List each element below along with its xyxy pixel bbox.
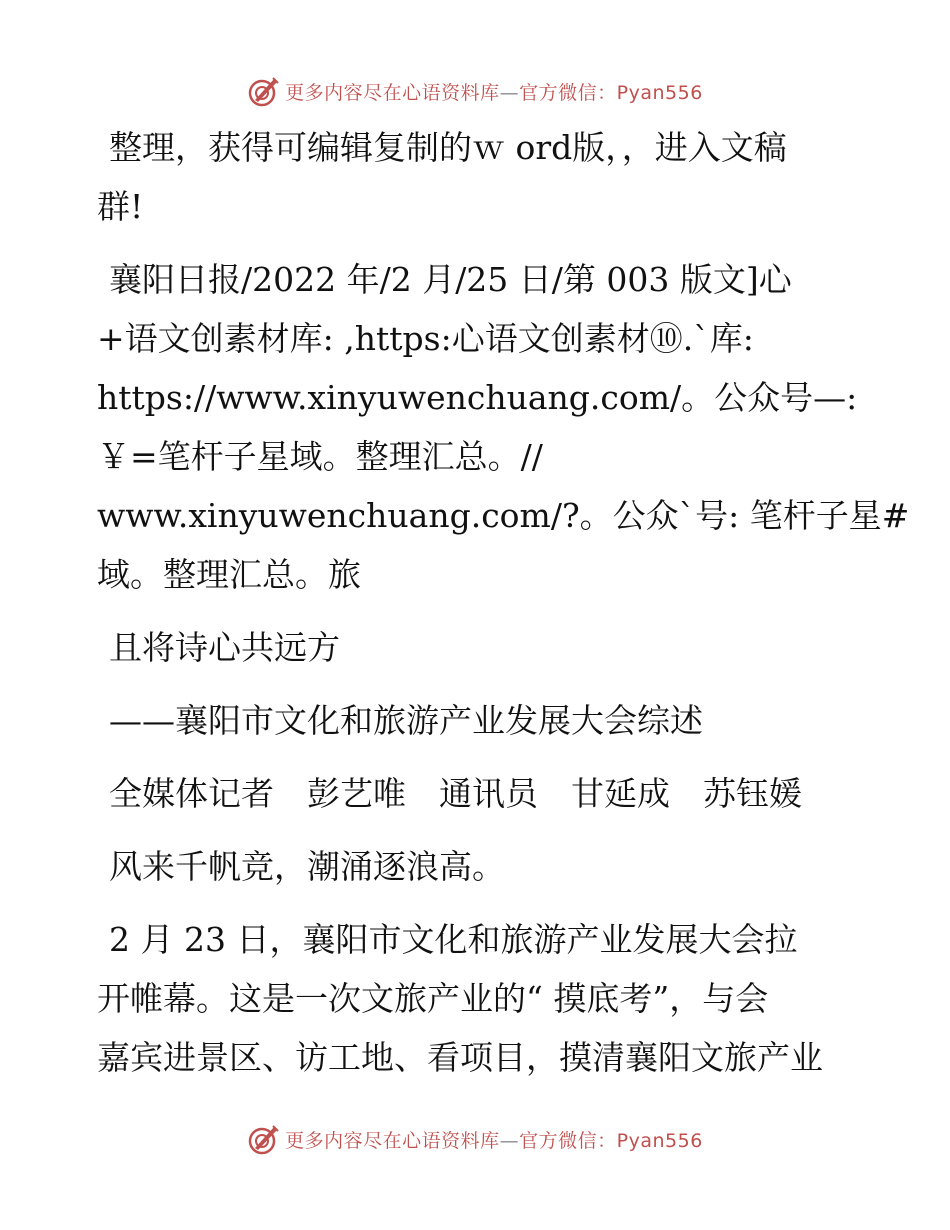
- text-line: 襄阳日报/2022 年/2 月/25 日/第 003 版文]心: [109, 260, 792, 299]
- text-line: www.xinyuwenchuang.com/?。公众`号: 笔杆子星#: [97, 496, 910, 535]
- paragraph: [97, 250, 910, 604]
- paragraph: [97, 837, 857, 896]
- banner-slogan: 更多内容尽在心语资料库: [285, 81, 500, 104]
- paragraph: [97, 910, 857, 1087]
- document-body: [97, 118, 910, 1087]
- banner-separator: —: [499, 81, 520, 104]
- article-title: [97, 618, 857, 677]
- article-subtitle: [97, 691, 857, 750]
- footer-banner: [0, 1119, 950, 1159]
- text-line: 2 月 23 日，襄阳市文化和旅游产业发展大会拉: [109, 920, 798, 959]
- text-line: ￥=笔杆子星域。整理汇总。//: [97, 437, 543, 476]
- quill-logo-icon: [247, 74, 281, 108]
- text-line: https://www.xinyuwenchuang.com/。公众号—:: [97, 378, 858, 417]
- text-line: ——襄阳市文化和旅游产业发展大会综述: [109, 701, 703, 740]
- banner-wechat: 官方微信：Pyan556: [519, 81, 703, 104]
- banner-separator: —: [499, 1129, 520, 1152]
- text-line: 整理，获得可编辑复制的ｗ ord版，，进入文稿: [109, 128, 787, 167]
- text-line: 嘉宾进景区、访工地、看项目，摸清襄阳文旅产业: [97, 1038, 823, 1077]
- text-line: 且将诗心共远方: [109, 628, 340, 667]
- banner-slogan: 更多内容尽在心语资料库: [285, 1129, 500, 1152]
- header-banner: [0, 71, 950, 111]
- quill-logo-icon: [247, 1122, 281, 1156]
- text-line: 风来千帆竞，潮涌逐浪高。: [109, 847, 505, 886]
- text-line: 全媒体记者 彭艺唯 通讯员 甘延成 苏钰媛: [109, 774, 802, 813]
- text-line: 域。整理汇总。旅: [97, 555, 361, 594]
- paragraph: [97, 118, 857, 236]
- banner-wechat: 官方微信：Pyan556: [519, 1129, 703, 1152]
- text-line: 开帷幕。这是一次文旅产业的“ 摸底考”，与会: [97, 979, 769, 1018]
- byline: [97, 764, 857, 823]
- text-line: +语文创素材库: ,https:心语文创素材⑩.`库:: [97, 319, 754, 358]
- text-line: 群!: [97, 187, 144, 226]
